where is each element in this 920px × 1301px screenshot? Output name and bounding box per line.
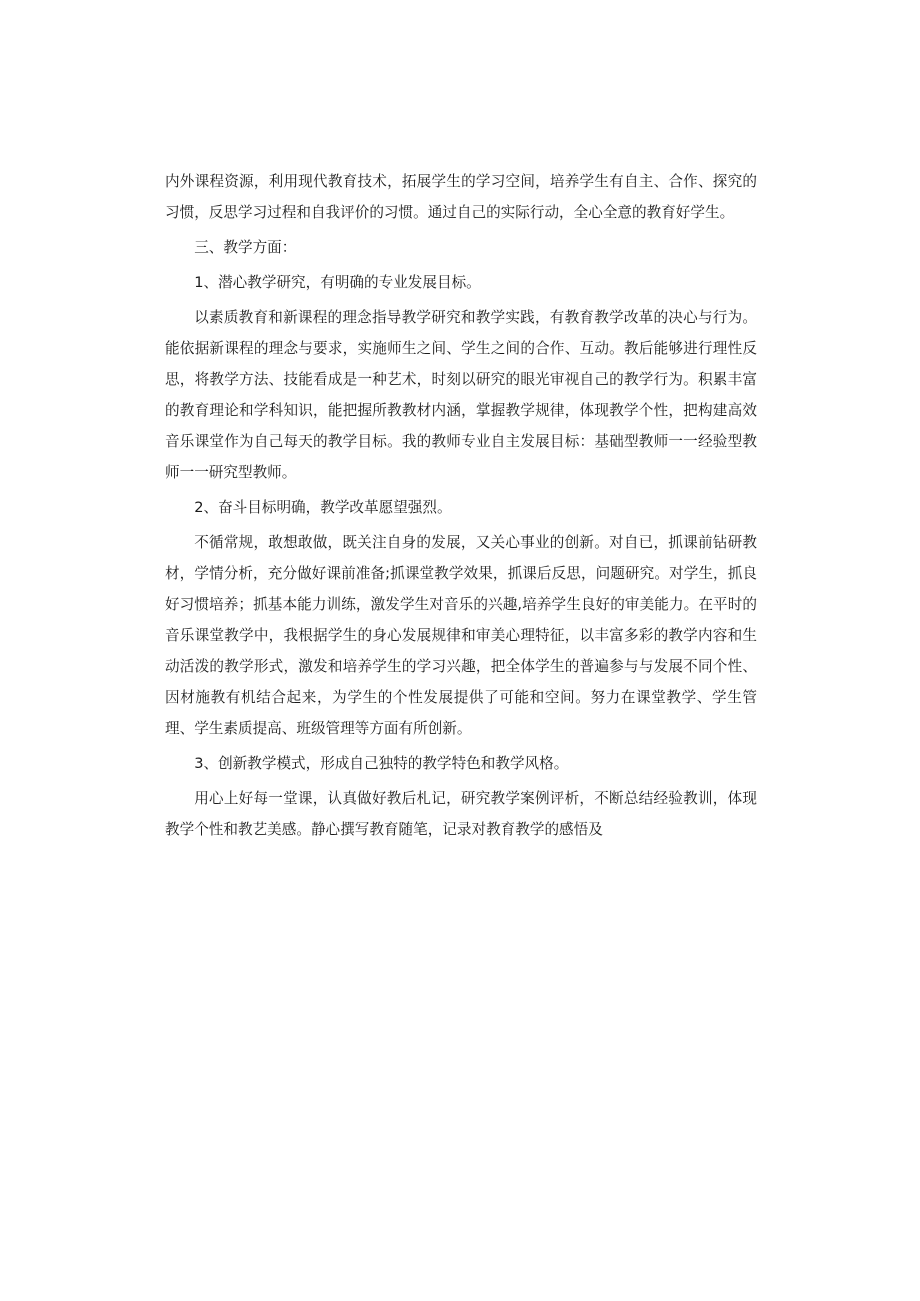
item-1-heading: 1、潜心教学研究，有明确的专业发展目标。 — [194, 274, 481, 291]
item-3-heading: 3、创新教学模式，形成自己独特的教学特色和教学风格。 — [194, 755, 569, 772]
item-3-body: 用心上好每一堂课，认真做好教后札记，研究教学案例评析，不断总结经验教训，体现教学个性和教艺美感。静心撰写教育随笔，记录对教育教学的感悟及 — [165, 790, 757, 838]
item-2-body: 不循常规，敢想敢做，既关注自身的发展，又关心事业的创新。对自已，抓课前钻研教材，学情分析，充分做好课前准备;抓课堂教学效果，抓课后反思，问题研究。对学生，抓良好习惯培养；抓基本能力训练，激发学生对音乐的兴趣,培养学生良好的审美能力。在平时的音乐课堂教学中，我根据学生的身心发展规律和审美心理特征，以丰富多彩的教学内容和生动活泼的教学形式，激发和培养学生的学习兴趣，把全体学生的普遍参与与发展不同个性、因材施教有机结合起来，为学生的个性发展提供了可能和空间。努力在课堂教学、学生管理、学生素质提高、班级管理等方面有所创新。 — [165, 534, 757, 737]
document-body — [165, 166, 757, 849]
item-2-heading: 2、奋斗目标明确，教学改革愿望强烈。 — [194, 499, 452, 516]
paragraph-continuation: 内外课程资源，利用现代教育技术，拓展学生的学习空间，培养学生有自主、合作、探究的习惯，反思学习过程和自我评价的习惯。通过自己的实际行动，全心全意的教育好学生。 — [165, 173, 757, 221]
section-heading-teaching: 三、教学方面： — [194, 239, 297, 256]
item-1-body: 以素质教育和新课程的理念指导教学研究和教学实践，有教育教学改革的决心与行为。能依据新课程的理念与要求，实施师生之间、学生之间的合作、互动。教后能够进行理性反思，将教学方法、技能看成是一种艺术，时刻以研究的眼光审视自己的教学行为。积累丰富的教育理论和学科知识，能把握所教教材内涵，掌握教学规律，体现教学个性，把构建高效音乐课堂作为自己每天的教学目标。我的教师专业自主发展目标：基础型教师一一经验型教师一一研究型教师。 — [165, 309, 757, 481]
